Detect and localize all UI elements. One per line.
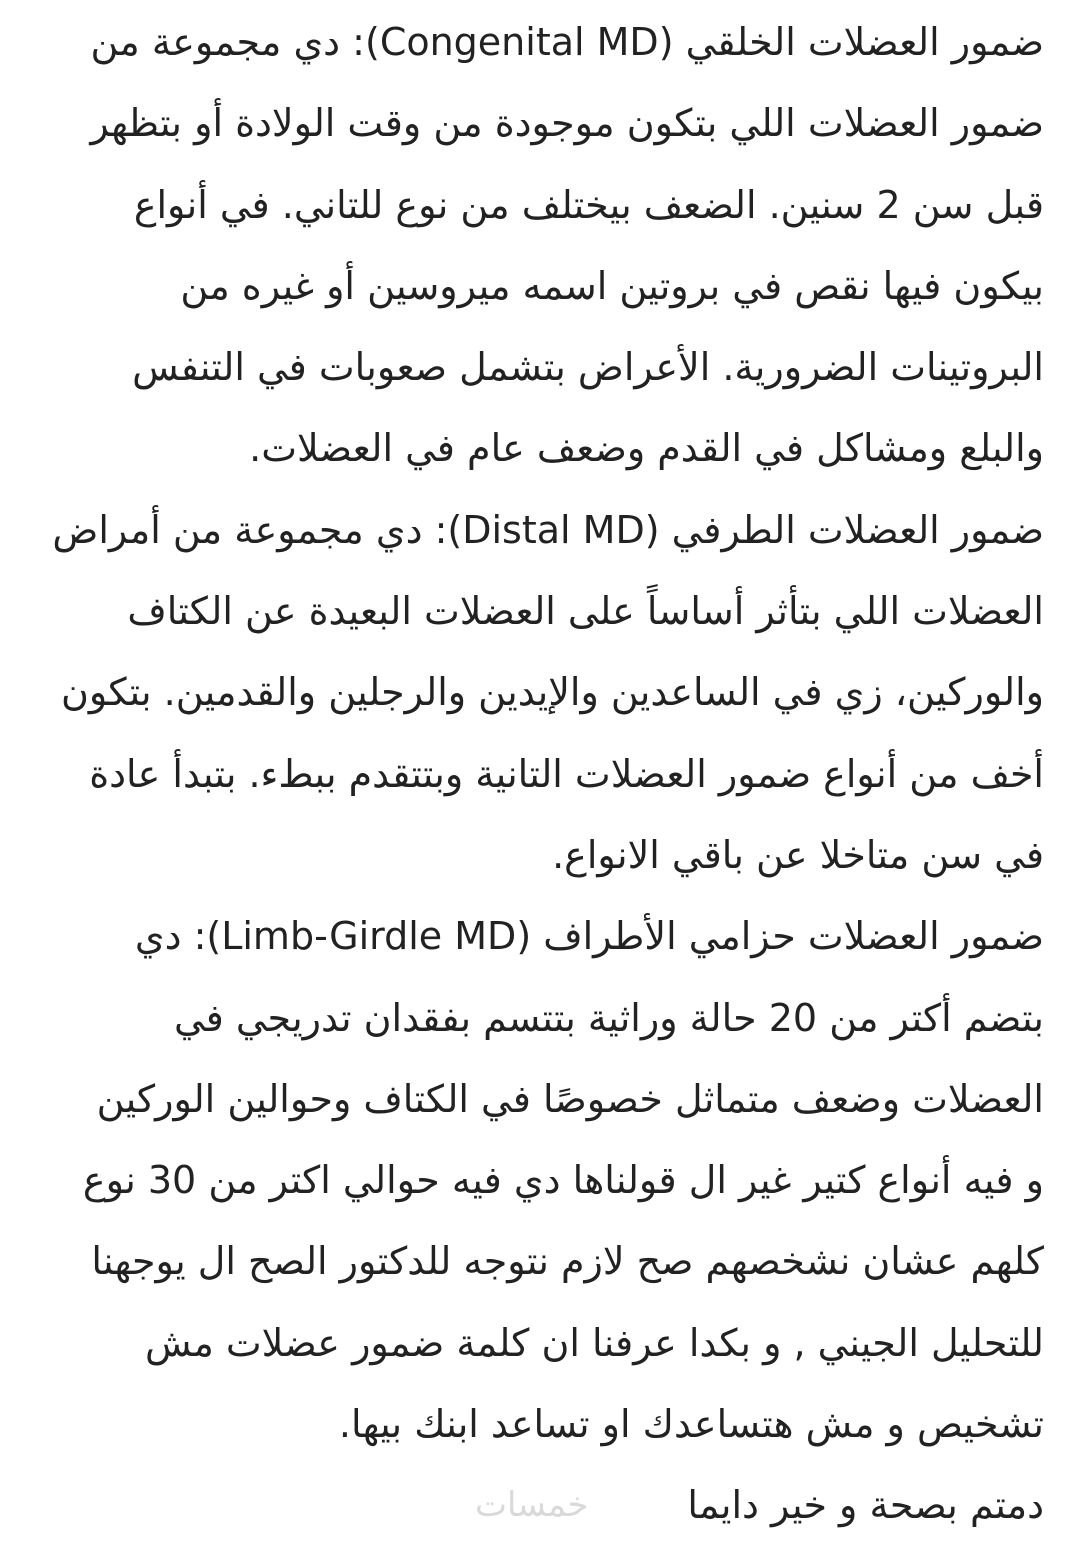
- text-line: أخف من أنواع ضمور العضلات التانية وبتتقدم ببطء. بتبدأ عادة: [89, 751, 1044, 796]
- watermark-logo: خمسات: [475, 1485, 589, 1526]
- text-line: بتضم أكتر من 20 حالة وراثية بتتسم بفقدان تدريجي في: [173, 995, 1044, 1040]
- text-line: ضمور العضلات اللي بتكون موجودة من وقت الولادة أو بتظهر: [90, 101, 1044, 146]
- text-line: والبلع ومشاكل في القدم وضعف عام في العضلات.: [249, 426, 1044, 471]
- text-line: كلهم عشان نشخصهم صح لازم نتوجه للدكتور الصح ال يوجهنا: [91, 1239, 1044, 1284]
- signoff-row: [40, 1465, 1044, 1546]
- signoff-text: دمتم بصحة و خير دايما: [687, 1483, 1044, 1528]
- text-line: و فيه أنواع كتير غير ال قولناها دي فيه حوالي اكتر من 30 نوع: [82, 1158, 1044, 1203]
- text-line: قبل سن 2 سنين. الضعف بيختلف من نوع للتاني. في أنواع: [133, 182, 1044, 227]
- text-line: العضلات اللي بتأثر أساساً على العضلات البعيدة عن الكتاف: [127, 589, 1044, 634]
- text-line: ضمور العضلات حزامي الأطراف (Limb-Girdle MD): دي: [134, 914, 1044, 959]
- text-line: بيكون فيها نقص في بروتين اسمه ميروسين أو غيره من: [180, 263, 1044, 308]
- text-line: ضمور العضلات الطرفي (Distal MD): دي مجموعة من أمراض: [52, 507, 1044, 552]
- text-line: ضمور العضلات الخلقي (Congenital MD): دي مجموعة من: [90, 20, 1044, 64]
- text-line: البروتينات الضرورية. الأعراض بتشمل صعوبات في التنفس: [132, 345, 1044, 390]
- text-line: للتحليل الجيني , و بكدا عرفنا ان كلمة ضمور عضلات مش: [145, 1320, 1044, 1365]
- text-line: العضلات وضعف متماثل خصوصًا في الكتاف وحوالين الوركين: [96, 1076, 1044, 1121]
- text-line: والوركين، زي في الساعدين والإيدين والرجلين والقدمين. بتكون: [60, 670, 1044, 715]
- text-line: تشخيص و مش هتساعدك او تساعد ابنك بيها.: [338, 1402, 1044, 1447]
- text-line: في سن متاخلا عن باقي الانواع.: [552, 832, 1044, 877]
